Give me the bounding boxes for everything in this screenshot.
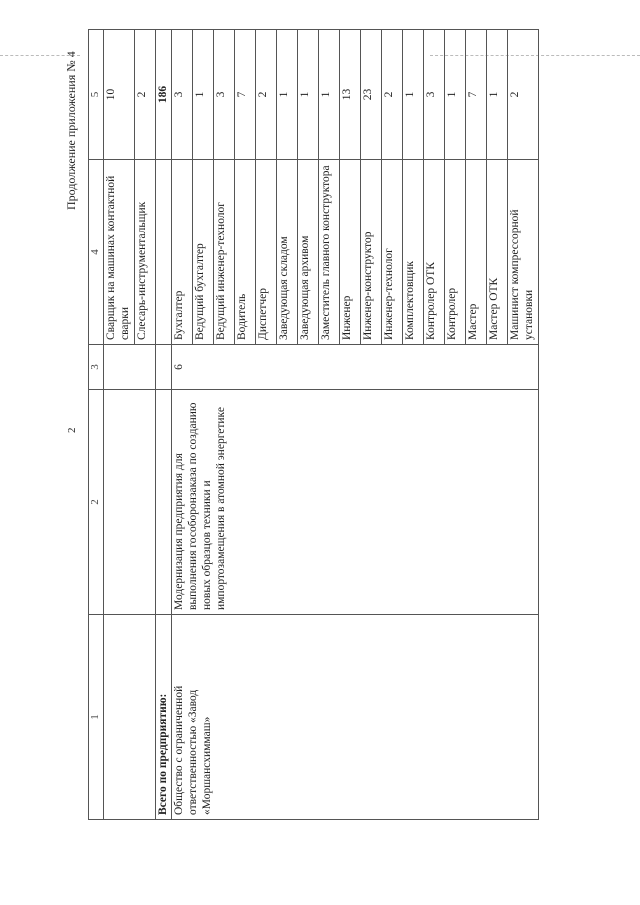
profession-cell: Контролер ОТК [424, 160, 445, 345]
profession-cell: Инженер-технолог [382, 160, 403, 345]
count-cell: 2 [256, 30, 277, 160]
count-cell: 2 [508, 30, 539, 160]
profession-cell: Заведующая складом [277, 160, 298, 345]
enterprise-name: Общество с ограниченной ответственностью «Завод «Моршансхиммаш» [172, 615, 539, 820]
profession-cell: Инженер [340, 160, 361, 345]
profession-cell: Мастер ОТК [487, 160, 508, 345]
total-count: 186 [155, 30, 172, 160]
project-description: Модернизация предприятия для выполнения гособоронзаказа по созданию новых образцов техники и импортозамещения в атомной энергетике [172, 390, 539, 615]
count-cell: 3 [172, 30, 193, 160]
document-sheet [88, 30, 618, 820]
code-cell-blank [104, 345, 156, 390]
count-cell: 7 [235, 30, 256, 160]
column-number: 2 [89, 390, 104, 615]
project-cell-blank [104, 390, 156, 615]
profession-cell: Ведущий бухгалтер [193, 160, 214, 345]
count-cell: 1 [298, 30, 319, 160]
count-cell: 7 [466, 30, 487, 160]
column-number: 1 [89, 615, 104, 820]
count-cell: 1 [487, 30, 508, 160]
total-blank [155, 390, 172, 615]
project-code: 6 [172, 345, 539, 390]
profession-cell: Заместитель главного конструктора [319, 160, 340, 345]
staffing-table-rotated [88, 30, 618, 820]
count-cell: 1 [193, 30, 214, 160]
staffing-table [88, 29, 539, 820]
profession-cell: Диспетчер [256, 160, 277, 345]
count-cell: 1 [445, 30, 466, 160]
table-row [172, 30, 193, 820]
count-cell: 2 [134, 30, 155, 160]
profession-cell: Водитель [235, 160, 256, 345]
count-cell: 2 [382, 30, 403, 160]
count-cell: 10 [104, 30, 135, 160]
column-number: 5 [89, 30, 104, 160]
count-cell: 1 [277, 30, 298, 160]
profession-cell: Комплектовщик [403, 160, 424, 345]
profession-cell: Мастер [466, 160, 487, 345]
column-number: 3 [89, 345, 104, 390]
total-row [155, 30, 172, 820]
count-cell: 23 [361, 30, 382, 160]
profession-cell: Сварщик на машинах контактной сварки [104, 160, 135, 345]
count-cell: 3 [214, 30, 235, 160]
profession-cell: Инженер-конструктор [361, 160, 382, 345]
total-blank [155, 345, 172, 390]
profession-cell: Слесарь-инструментальщик [134, 160, 155, 345]
column-number: 4 [89, 160, 104, 345]
profession-cell: Бухгалтер [172, 160, 193, 345]
appendix-header: Продолжение приложения № 4 [64, 51, 78, 210]
profession-cell: Машинист компрессорной установки [508, 160, 539, 345]
count-cell: 13 [340, 30, 361, 160]
column-number-row [89, 30, 104, 820]
count-cell: 1 [319, 30, 340, 160]
count-cell: 3 [424, 30, 445, 160]
table-row [104, 30, 135, 820]
profession-cell: Контролер [445, 160, 466, 345]
profession-cell: Заведующая архивом [298, 160, 319, 345]
profession-cell: Ведущий инженер-технолог [214, 160, 235, 345]
total-blank [155, 160, 172, 345]
count-cell: 1 [403, 30, 424, 160]
enterprise-cell-blank [104, 615, 156, 820]
page-number: 2 [66, 427, 78, 433]
total-label: Всего по предприятию: [155, 615, 172, 820]
